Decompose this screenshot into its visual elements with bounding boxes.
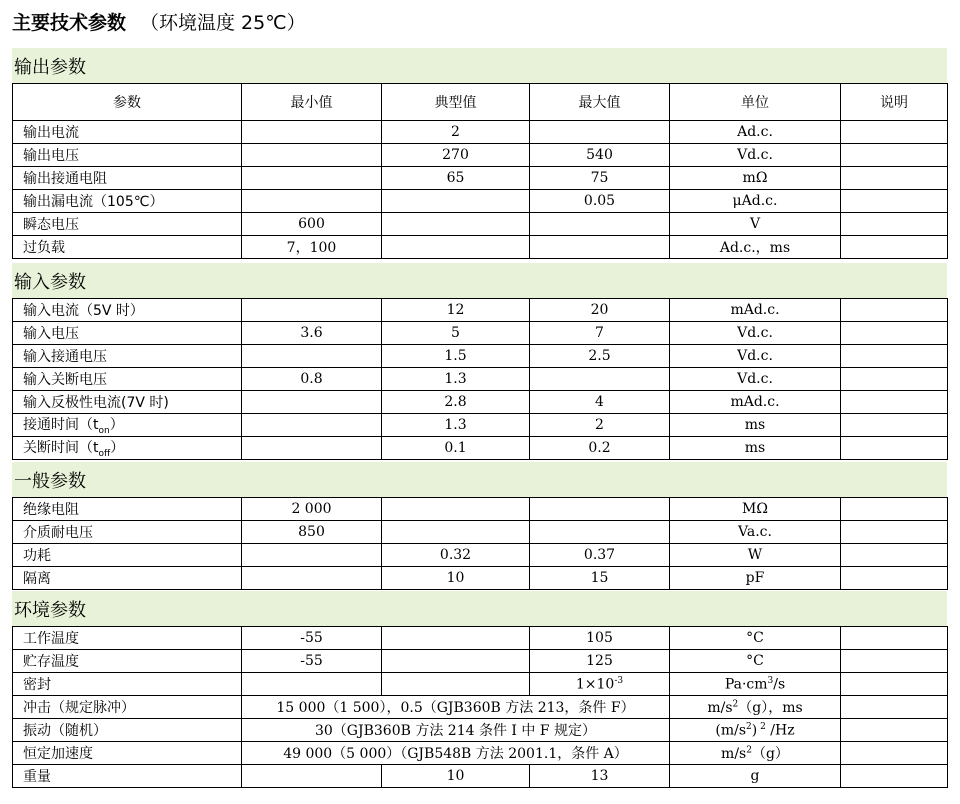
unit-cell: Va.c. bbox=[670, 521, 841, 544]
table-row bbox=[13, 437, 948, 460]
param-cell bbox=[13, 696, 242, 719]
typ-cell: 65 bbox=[382, 167, 530, 190]
max-cell: 13 bbox=[530, 765, 670, 788]
param-cell bbox=[13, 190, 242, 213]
note-cell bbox=[841, 345, 948, 368]
table-row bbox=[13, 213, 948, 236]
max-cell: 0.05 bbox=[530, 190, 670, 213]
min-cell: 2 000 bbox=[242, 498, 382, 521]
min-cell bbox=[242, 144, 382, 167]
col-header-unit: 单位 bbox=[670, 84, 841, 121]
page-title bbox=[12, 8, 306, 38]
param-name: 恒定加速度 bbox=[23, 746, 93, 762]
max-base: 1×10 bbox=[575, 676, 615, 693]
unit-cell: Vd.c. bbox=[670, 322, 841, 345]
typ-cell: 1.3 bbox=[382, 368, 530, 391]
max-cell: 4 bbox=[530, 391, 670, 414]
note-cell bbox=[841, 627, 948, 650]
unit-cell: Vd.c. bbox=[670, 345, 841, 368]
min-cell bbox=[242, 345, 382, 368]
max-cell: 0.2 bbox=[530, 437, 670, 460]
unit-cell: °C bbox=[670, 650, 841, 673]
note-cell bbox=[841, 299, 948, 322]
param-cell bbox=[13, 121, 242, 144]
param-name: 输出漏电流（105℃） bbox=[23, 194, 164, 210]
param-cell bbox=[13, 144, 242, 167]
max-cell bbox=[530, 521, 670, 544]
max-cell bbox=[530, 368, 670, 391]
table-row bbox=[13, 544, 948, 567]
typ-cell: 5 bbox=[382, 322, 530, 345]
param-name: 过负载 bbox=[23, 240, 65, 256]
param-cell bbox=[13, 345, 242, 368]
note-cell bbox=[841, 391, 948, 414]
general-params-table bbox=[12, 497, 948, 590]
table-row bbox=[13, 345, 948, 368]
unit-exponent: 3 bbox=[767, 675, 774, 686]
table-row bbox=[13, 322, 948, 345]
note-cell bbox=[841, 144, 948, 167]
col-header-min: 最小值 bbox=[242, 84, 382, 121]
unit-base: (m/s bbox=[715, 722, 747, 739]
unit-exponent: 2 bbox=[732, 699, 739, 710]
note-cell bbox=[841, 213, 948, 236]
table-row bbox=[13, 567, 948, 590]
col-header-note: 说明 bbox=[841, 84, 948, 121]
min-cell: -55 bbox=[242, 627, 382, 650]
note-cell bbox=[841, 742, 948, 765]
unit-end: /Hz bbox=[765, 722, 795, 739]
col-header-param: 参数 bbox=[13, 84, 242, 121]
param-name: 隔离 bbox=[23, 571, 51, 587]
param-subscript: off bbox=[98, 448, 111, 459]
note-cell bbox=[841, 437, 948, 460]
unit-end: （g），ms bbox=[738, 700, 803, 716]
unit-cell: ms bbox=[670, 414, 841, 437]
unit-base: m/s bbox=[707, 700, 733, 716]
param-cell bbox=[13, 567, 242, 590]
note-cell bbox=[841, 544, 948, 567]
output-params-table bbox=[12, 83, 948, 259]
min-cell bbox=[242, 414, 382, 437]
typ-cell: 12 bbox=[382, 299, 530, 322]
table-row bbox=[13, 650, 948, 673]
note-cell bbox=[841, 567, 948, 590]
param-cell bbox=[13, 299, 242, 322]
note-cell bbox=[841, 650, 948, 673]
typ-cell: 0.1 bbox=[382, 437, 530, 460]
unit-cell: μAd.c. bbox=[670, 190, 841, 213]
note-cell bbox=[841, 673, 948, 696]
typ-cell: 1.5 bbox=[382, 345, 530, 368]
unit-cell: Vd.c. bbox=[670, 368, 841, 391]
section-header-env: 环境参数 bbox=[12, 591, 947, 626]
unit-cell: V bbox=[670, 213, 841, 236]
note-cell bbox=[841, 322, 948, 345]
col-header-typ: 典型值 bbox=[382, 84, 530, 121]
table-row bbox=[13, 121, 948, 144]
param-name: 输入关断电压 bbox=[23, 372, 107, 388]
value-span-cell: 30（GJB360B 方法 214 条件 I 中 F 规定） bbox=[242, 719, 670, 742]
note-cell bbox=[841, 765, 948, 788]
input-params-table bbox=[12, 298, 948, 460]
unit-cell: MΩ bbox=[670, 498, 841, 521]
min-cell: 0.8 bbox=[242, 368, 382, 391]
note-cell bbox=[841, 121, 948, 144]
param-name: 输入电压 bbox=[23, 326, 79, 342]
unit-cell: Ad.c. bbox=[670, 121, 841, 144]
typ-cell: 0.32 bbox=[382, 544, 530, 567]
table-row bbox=[13, 673, 948, 696]
title-main: 主要技术参数 bbox=[12, 12, 127, 34]
table-row bbox=[13, 368, 948, 391]
table-row bbox=[13, 765, 948, 788]
unit-cell: °C bbox=[670, 627, 841, 650]
table-row bbox=[13, 167, 948, 190]
param-subscript: on bbox=[98, 425, 110, 436]
typ-cell: 1.3 bbox=[382, 414, 530, 437]
param-cell bbox=[13, 742, 242, 765]
table-row bbox=[13, 236, 948, 259]
title-condition: （环境温度 25℃） bbox=[140, 12, 306, 34]
min-cell bbox=[242, 190, 382, 213]
param-cell bbox=[13, 719, 242, 742]
param-cell bbox=[13, 650, 242, 673]
typ-cell bbox=[382, 236, 530, 259]
unit-cell bbox=[670, 673, 841, 696]
param-cell bbox=[13, 627, 242, 650]
table-row bbox=[13, 299, 948, 322]
min-cell: 850 bbox=[242, 521, 382, 544]
typ-cell bbox=[382, 190, 530, 213]
param-name: 输出电流 bbox=[23, 125, 79, 141]
min-cell: 600 bbox=[242, 213, 382, 236]
param-cell bbox=[13, 414, 242, 437]
max-exponent: -3 bbox=[614, 675, 624, 686]
param-name-end: ） bbox=[110, 440, 125, 457]
unit-base: Pa·cm bbox=[724, 676, 768, 693]
param-cell bbox=[13, 391, 242, 414]
col-header-max: 最大值 bbox=[530, 84, 670, 121]
unit-cell: mAd.c. bbox=[670, 299, 841, 322]
unit-cell: mΩ bbox=[670, 167, 841, 190]
param-name: 冲击（规定脉冲） bbox=[23, 700, 135, 716]
min-cell bbox=[242, 167, 382, 190]
max-cell bbox=[530, 121, 670, 144]
note-cell bbox=[841, 236, 948, 259]
value-span-cell: 49 000（5 000）（GJB548B 方法 2001.1，条件 A） bbox=[242, 742, 670, 765]
max-cell bbox=[530, 673, 670, 696]
table-row bbox=[13, 190, 948, 213]
table-row bbox=[13, 719, 948, 742]
max-cell: 15 bbox=[530, 567, 670, 590]
section-header-general: 一般参数 bbox=[12, 462, 947, 497]
unit-exponent: 2 bbox=[746, 745, 752, 756]
note-cell bbox=[841, 719, 948, 742]
param-name: 瞬态电压 bbox=[23, 217, 79, 233]
unit-cell: mAd.c. bbox=[670, 391, 841, 414]
typ-cell bbox=[382, 650, 530, 673]
param-cell bbox=[13, 765, 242, 788]
max-cell: 125 bbox=[530, 650, 670, 673]
min-cell: 3.6 bbox=[242, 322, 382, 345]
unit-cell: ms bbox=[670, 437, 841, 460]
param-name: 关断时间（t bbox=[23, 440, 99, 457]
max-cell: 2.5 bbox=[530, 345, 670, 368]
max-cell bbox=[530, 498, 670, 521]
table-row bbox=[13, 144, 948, 167]
table-row bbox=[13, 627, 948, 650]
max-cell bbox=[530, 236, 670, 259]
typ-cell bbox=[382, 213, 530, 236]
max-cell: 20 bbox=[530, 299, 670, 322]
max-cell: 7 bbox=[530, 322, 670, 345]
param-cell bbox=[13, 213, 242, 236]
param-name: 输出电压 bbox=[23, 148, 79, 164]
unit-mid: ) bbox=[751, 722, 758, 739]
typ-cell: 2 bbox=[382, 121, 530, 144]
unit-exponent-2: 2 bbox=[757, 721, 766, 732]
table-row bbox=[13, 414, 948, 437]
param-name: 振动（随机） bbox=[23, 723, 107, 739]
min-cell bbox=[242, 765, 382, 788]
table-row bbox=[13, 521, 948, 544]
param-name: 重量 bbox=[23, 769, 51, 785]
unit-cell: Ad.c.，ms bbox=[670, 236, 841, 259]
typ-cell bbox=[382, 521, 530, 544]
note-cell bbox=[841, 167, 948, 190]
min-cell: 7，100 bbox=[242, 236, 382, 259]
param-name: 功耗 bbox=[23, 548, 51, 564]
max-cell: 75 bbox=[530, 167, 670, 190]
table-header-row bbox=[13, 84, 948, 121]
min-cell bbox=[242, 121, 382, 144]
max-cell: 540 bbox=[530, 144, 670, 167]
table-row bbox=[13, 696, 948, 719]
param-cell bbox=[13, 322, 242, 345]
section-header-input: 输入参数 bbox=[12, 263, 947, 298]
max-cell bbox=[530, 213, 670, 236]
unit-cell: W bbox=[670, 544, 841, 567]
param-cell bbox=[13, 437, 242, 460]
unit-cell: pF bbox=[670, 567, 841, 590]
typ-cell: 270 bbox=[382, 144, 530, 167]
note-cell bbox=[841, 414, 948, 437]
min-cell bbox=[242, 673, 382, 696]
note-cell bbox=[841, 498, 948, 521]
unit-base: m/s bbox=[721, 746, 747, 762]
min-cell bbox=[242, 567, 382, 590]
unit-cell: g bbox=[670, 765, 841, 788]
typ-cell: 2.8 bbox=[382, 391, 530, 414]
note-cell bbox=[841, 368, 948, 391]
param-cell bbox=[13, 368, 242, 391]
section-header-output: 输出参数 bbox=[12, 48, 947, 83]
min-cell bbox=[242, 437, 382, 460]
param-name: 输出接通电阻 bbox=[23, 171, 107, 187]
unit-end: /s bbox=[773, 676, 786, 693]
param-name: 输入电流（5V 时） bbox=[23, 303, 144, 319]
param-cell bbox=[13, 521, 242, 544]
table-row bbox=[13, 742, 948, 765]
param-name: 输入反极性电流(7V 时) bbox=[23, 395, 169, 411]
max-cell: 0.37 bbox=[530, 544, 670, 567]
min-cell: -55 bbox=[242, 650, 382, 673]
param-name: 绝缘电阻 bbox=[23, 502, 79, 518]
typ-cell bbox=[382, 673, 530, 696]
param-name: 密封 bbox=[23, 677, 51, 693]
unit-cell bbox=[670, 742, 841, 765]
unit-exponent: 2 bbox=[746, 721, 752, 732]
param-cell bbox=[13, 167, 242, 190]
min-cell bbox=[242, 391, 382, 414]
note-cell bbox=[841, 696, 948, 719]
typ-cell: 10 bbox=[382, 765, 530, 788]
param-name: 工作温度 bbox=[23, 631, 79, 647]
min-cell bbox=[242, 544, 382, 567]
unit-end: （g） bbox=[751, 746, 789, 762]
param-name: 介质耐电压 bbox=[23, 525, 93, 541]
note-cell bbox=[841, 190, 948, 213]
unit-cell bbox=[670, 719, 841, 742]
max-cell: 105 bbox=[530, 627, 670, 650]
param-cell bbox=[13, 544, 242, 567]
param-cell bbox=[13, 498, 242, 521]
param-name-end: ） bbox=[109, 417, 124, 434]
param-name: 输入接通电压 bbox=[23, 349, 107, 365]
note-cell bbox=[841, 521, 948, 544]
env-params-table bbox=[12, 626, 948, 788]
table-row bbox=[13, 498, 948, 521]
param-name: 接通时间（t bbox=[23, 417, 99, 434]
typ-cell: 10 bbox=[382, 567, 530, 590]
param-cell bbox=[13, 673, 242, 696]
unit-cell: Vd.c. bbox=[670, 144, 841, 167]
typ-cell bbox=[382, 498, 530, 521]
max-cell: 2 bbox=[530, 414, 670, 437]
table-row bbox=[13, 391, 948, 414]
typ-cell bbox=[382, 627, 530, 650]
unit-cell bbox=[670, 696, 841, 719]
param-name: 贮存温度 bbox=[23, 654, 79, 670]
param-cell bbox=[13, 236, 242, 259]
min-cell bbox=[242, 299, 382, 322]
value-span-cell: 15 000（1 500），0.5（GJB360B 方法 213，条件 F） bbox=[242, 696, 670, 719]
